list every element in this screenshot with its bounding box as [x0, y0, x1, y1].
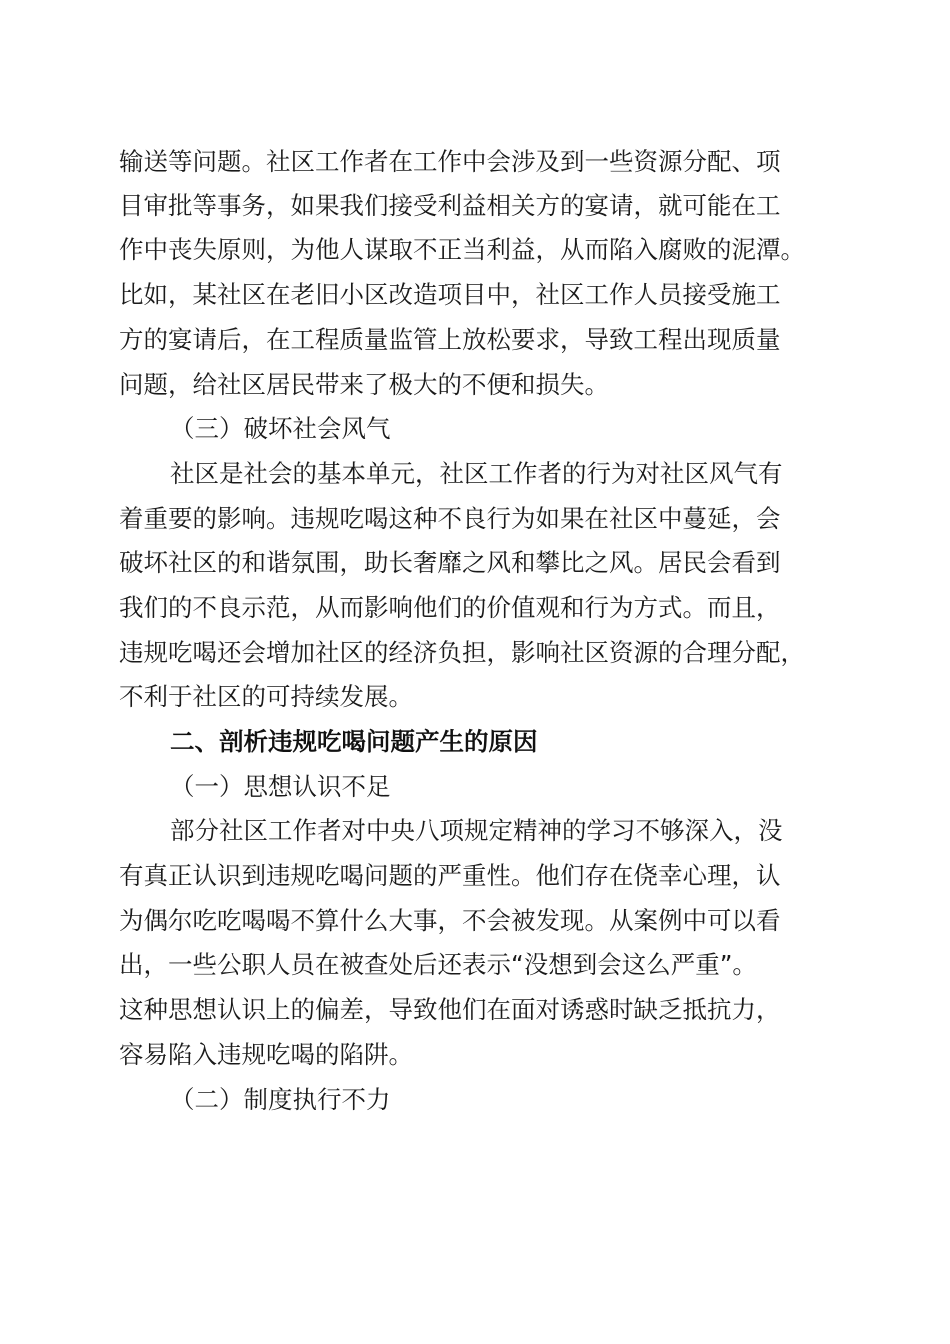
body-text-line: 容易陷入违规吃喝的陷阱。	[119, 1040, 413, 1069]
body-text-line: 着重要的影响。违规吃喝这种不良行为如果在社区中蔓延，会	[119, 504, 781, 533]
subsection-heading: （一）思想认识不足	[170, 772, 391, 801]
body-text-line: 社区是社会的基本单元，社区工作者的行为对社区风气有	[170, 459, 783, 488]
body-text-line: 破坏社区的和谐氛围，助长奢靡之风和攀比之风。居民会看到	[119, 548, 781, 577]
body-text-line: 输送等问题。社区工作者在工作中会涉及到一些资源分配、项	[119, 147, 781, 176]
section-heading: 二、剖析违规吃喝问题产生的原因	[170, 727, 538, 756]
body-text-line: 部分社区工作者对中央八项规定精神的学习不够深入，没	[170, 816, 783, 845]
subsection-heading: （三）破坏社会风气	[170, 414, 391, 443]
body-text-line: 不利于社区的可持续发展。	[119, 682, 413, 711]
body-text-line: 问题，给社区居民带来了极大的不便和损失。	[119, 370, 609, 399]
body-text-line: 方的宴请后，在工程质量监管上放松要求，导致工程出现质量	[119, 325, 781, 354]
body-text-line: 这种思想认识上的偏差，导致他们在面对诱惑时缺乏抵抗力，	[119, 995, 781, 1024]
body-text-line: 我们的不良示范，从而影响他们的价值观和行为方式。而且，	[119, 593, 781, 622]
body-text-line: 目审批等事务，如果我们接受利益相关方的宴请，就可能在工	[119, 191, 781, 220]
body-text-line: 比如，某社区在老旧小区改造项目中，社区工作人员接受施工	[119, 280, 781, 309]
body-text-line: 为偶尔吃吃喝喝不算什么大事，不会被发现。从案例中可以看	[119, 906, 781, 935]
body-text-line: 有真正认识到违规吃喝问题的严重性。他们存在侥幸心理，认	[119, 861, 781, 890]
body-text-line: 作中丧失原则，为他人谋取不正当利益，从而陷入腐败的泥潭。	[119, 235, 805, 264]
subsection-heading: （二）制度执行不力	[170, 1085, 391, 1114]
body-text-line: 违规吃喝还会增加社区的经济负担，影响社区资源的合理分配，	[119, 638, 805, 667]
body-text-line: 出，一些公职人员在被查处后还表示“没想到会这么严重”。	[119, 950, 757, 979]
